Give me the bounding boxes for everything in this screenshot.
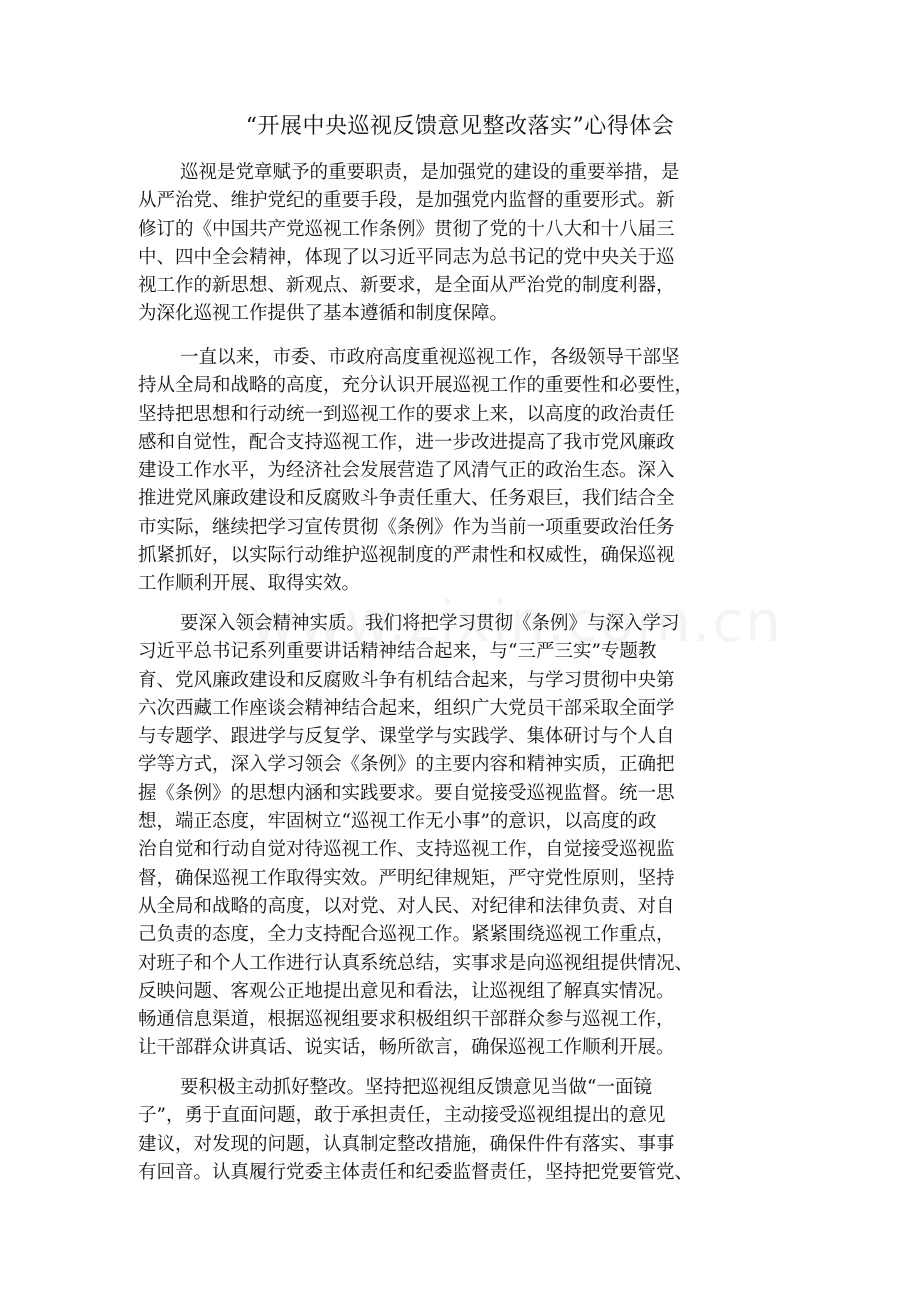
paragraph-line: 修订的《中国共产党巡视工作条例》贯彻了党的十八大和十八届三 xyxy=(138,218,675,240)
paragraph-line: 治自觉和行动自觉对待巡视工作、支持巡视工作，自觉接受巡视监 xyxy=(138,839,675,861)
document-title: “开展中央巡视反馈意见整改落实”心得体会 xyxy=(245,114,675,139)
paragraph-3 xyxy=(138,610,798,1063)
paragraph-line: 要深入领会精神实质。我们将把学习贯彻《条例》与深入学习 xyxy=(180,613,680,634)
paragraph-line: 有回音。认真履行党委主体责任和纪委监督责任，坚持把党要管党、 xyxy=(138,1161,694,1183)
paragraph-line: 对班子和个人工作进行认真系统总结，实事求是向巡视组提供情况、 xyxy=(138,952,694,974)
paragraph-line: 子”，勇于直面问题，敢于承担责任，主动接受巡视组提出的意见 xyxy=(138,1105,666,1127)
paragraph-line: 畅通信息渠道，根据巡视组要求积极组织干部群众参与巡视工作， xyxy=(138,1009,675,1031)
paragraph-line: 为深化巡视工作提供了基本遵循和制度保障。 xyxy=(138,303,509,325)
paragraph-line: 建议，对发现的问题，认真制定整改措施，确保件件有落实、事事 xyxy=(138,1133,675,1155)
paragraph-line: 从全局和战略的高度，以对党、对人民、对纪律和法律负责、对自 xyxy=(138,895,675,917)
paragraph-4 xyxy=(138,1074,798,1187)
paragraph-line: 想，端正态度，牢固树立“巡视工作无小事”的意识，以高度的政 xyxy=(138,811,657,833)
paragraph-line: 坚持把思想和行动统一到巡视工作的要求上来，以高度的政治责任 xyxy=(138,403,675,425)
paragraph-line: 与专题学、跟进学与反复学、课堂学与实践学、集体研讨与个人自 xyxy=(138,726,675,748)
paragraph-1 xyxy=(138,159,798,329)
paragraph-line: 中、四中全会精神，体现了以习近平同志为总书记的党中央关于巡 xyxy=(138,246,675,268)
paragraph-line: 握《条例》的思想内涵和实践要求。要自觉接受巡视监督。统一思 xyxy=(138,782,675,804)
paragraph-line: 市实际，继续把学习宣传贯彻《条例》作为当前一项重要政治任务 xyxy=(138,516,675,538)
paragraph-line: 督，确保巡视工作取得实效。严明纪律规矩，严守党性原则，坚持 xyxy=(138,867,675,889)
paragraph-line: 建设工作水平，为经济社会发展营造了风清气正的政治生态。深入 xyxy=(138,460,675,482)
paragraph-line: 推进党风廉政建设和反腐败斗争责任重大、任务艰巨，我们结合全 xyxy=(138,488,675,510)
paragraph-line: 感和自觉性，配合支持巡视工作，进一步改进提高了我市党风廉政 xyxy=(138,431,675,453)
paragraph-line: 巡视是党章赋予的重要职责，是加强党的建设的重要举措，是 xyxy=(180,162,680,183)
paragraph-line: 从严治党、维护党纪的重要手段，是加强党内监督的重要形式。新 xyxy=(138,190,675,212)
paragraph-line: 己负责的态度，全力支持配合巡视工作。紧紧围绕巡视工作重点， xyxy=(138,924,675,946)
paragraph-line: 六次西藏工作座谈会精神结合起来，组织广大党员干部采取全面学 xyxy=(138,697,675,719)
paragraph-line: 要积极主动抓好整改。坚持把巡视组反馈意见当做“一面镜 xyxy=(180,1077,652,1098)
paragraph-line: 工作顺利开展、取得实效。 xyxy=(138,573,361,595)
paragraph-line: 学等方式，深入学习领会《条例》的主要内容和精神实质，正确把 xyxy=(138,754,675,776)
paragraph-line: 习近平总书记系列重要讲话精神结合起来，与“三严三实”专题教 xyxy=(138,641,657,663)
paragraph-line: 持从全局和战略的高度，充分认识开展巡视工作的重要性和必要性， xyxy=(138,375,694,397)
paragraph-line: 视工作的新思想、新观点、新要求，是全面从严治党的制度利器， xyxy=(138,275,675,297)
paragraph-line: 抓紧抓好，以实际行动维护巡视制度的严肃性和权威性，确保巡视 xyxy=(138,545,675,567)
paragraph-line: 让干部群众讲真话、说实话，畅所欲言，确保巡视工作顺利开展。 xyxy=(138,1037,675,1059)
paragraph-line: 一直以来，市委、市政府高度重视巡视工作，各级领导干部坚 xyxy=(180,347,680,368)
paragraph-2 xyxy=(138,344,798,599)
paragraph-line: 育、党风廉政建设和反腐败斗争有机结合起来，与学习贯彻中央第 xyxy=(138,669,675,691)
paragraph-line: 反映问题、客观公正地提出意见和看法，让巡视组了解真实情况。 xyxy=(138,980,675,1002)
